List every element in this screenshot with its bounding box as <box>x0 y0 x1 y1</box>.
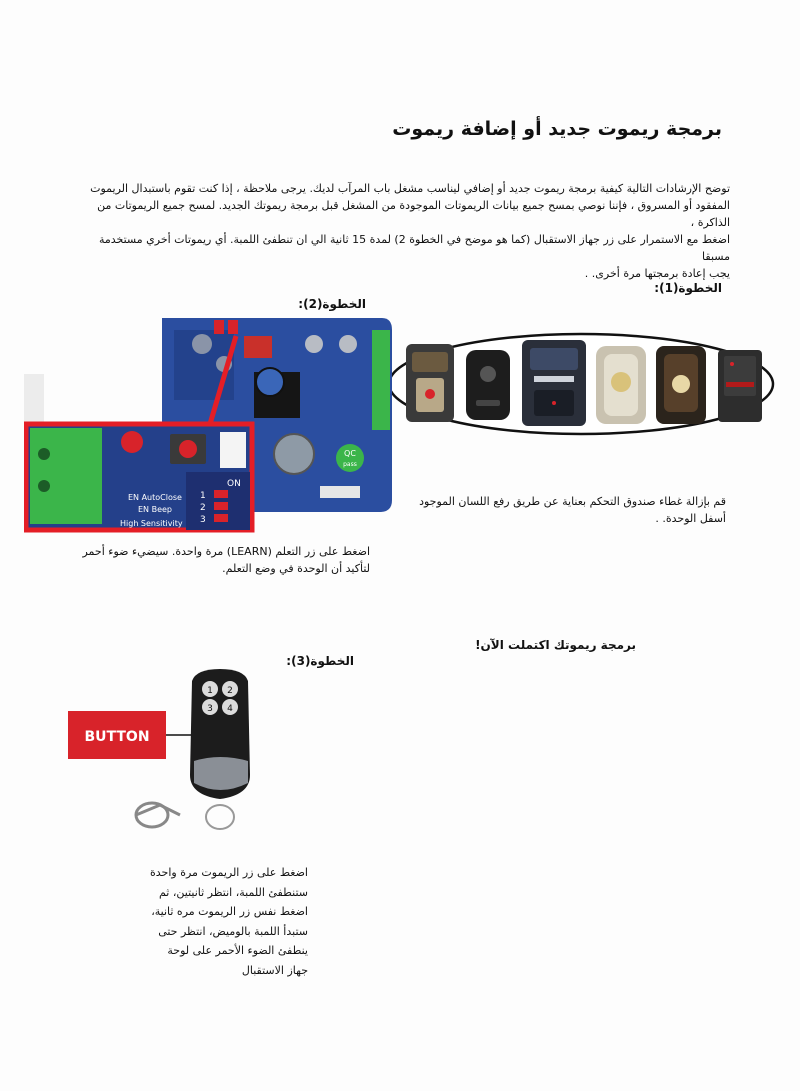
remote-4-icon <box>596 346 646 424</box>
step3-text <box>60 863 308 980</box>
pcb-connector <box>320 486 360 498</box>
remote-key-1-label: 1 <box>207 686 213 696</box>
step2-heading: الخطوة(2): <box>298 297 366 311</box>
dip-switch-2 <box>214 502 228 510</box>
button-callout-label: BUTTON <box>84 729 150 745</box>
pcb-capacitor <box>274 434 314 474</box>
inset-led <box>121 431 143 453</box>
pcb-knob <box>339 335 357 353</box>
qc-label: QC <box>344 449 356 458</box>
step3-text-line: اضغط على زر الريموت مرة واحدة <box>150 866 308 879</box>
pcb-terminal <box>372 330 390 430</box>
pcb-buzzer <box>256 368 284 396</box>
dip3-label: High Sensitivity <box>120 519 183 528</box>
step3-text-line: اضغط نفس زر الريموت مره ثانية، <box>151 905 308 918</box>
completion-note: برمجة ريموتك اكتملت الآن! <box>475 638 636 652</box>
remote-3-icon <box>522 340 586 426</box>
dip-number-3: 3 <box>200 515 206 525</box>
step2-text-line: اضغط على زر التعلم (LEARN) مرة واحدة. سيضيء ضوء أحمر <box>82 545 370 558</box>
step2-text <box>40 543 370 577</box>
step3-text-line: جهاز الاستقبال <box>241 963 308 977</box>
remote-chrome <box>194 757 248 790</box>
pcb-led <box>228 320 238 334</box>
remote-keyfob-image <box>60 665 260 845</box>
step2-text-line: لتأكيد أن الوحدة في وضع التعلم. <box>222 562 370 575</box>
page-title: برمجة ريموت جديد أو إضافة ريموت <box>392 118 722 140</box>
step1-text <box>408 493 726 527</box>
dip-on-label: ON <box>227 479 241 489</box>
dip-number-2: 2 <box>200 503 206 513</box>
dip1-label: EN AutoClose <box>128 493 182 502</box>
inset-screw <box>38 448 50 460</box>
dip2-label: EN Beep <box>138 505 172 514</box>
inset-white-block <box>220 432 246 468</box>
dip-switch-3 <box>214 514 228 522</box>
remote-5-icon <box>656 346 706 424</box>
step3-text-line: ستبدأ اللمبة بالوميض، انتظر حتى <box>158 924 308 938</box>
inset-terminal <box>30 428 102 524</box>
intro-line: اضغط مع الاستمرار على زر جهاز الاستقبال (كما هو موضح في الخطوة 2) لمدة 15 ثانية الي ان تنطفئ اللمبة. أي ريموتات أخري مستخدمة مسبقا <box>98 233 730 263</box>
remote-key-3-label: 3 <box>207 704 213 714</box>
dip-switch-1 <box>214 490 228 498</box>
remote-2-icon <box>466 350 510 420</box>
pcb-knob <box>305 335 323 353</box>
step1-text-line: قم بإزالة غطاء صندوق التحكم بعناية عن طريق رفع اللسان الموجود <box>419 495 726 508</box>
step1-heading: الخطوة(1): <box>654 281 722 295</box>
pcb-component <box>192 334 212 354</box>
remotes-image <box>384 330 779 440</box>
remote-6-icon <box>718 350 762 422</box>
dip-number-1: 1 <box>200 491 206 501</box>
qc-pass-label: pass <box>343 461 357 468</box>
intro-line: المفقود أو المسروق ، فإننا نوصي بمسح جميع بيانات الريموتات الموجودة من المشغل قبل برمجة ريموتك الجديد. لمسح جميع الريموتات من الذاكرة ، <box>97 199 730 229</box>
remote-key-2-label: 2 <box>227 686 233 696</box>
pcb-led <box>214 320 224 334</box>
pcb-dip-switch <box>244 336 272 358</box>
step3-heading: الخطوة(3): <box>286 654 354 668</box>
step1-text-line: أسفل الوحدة. . <box>655 512 726 525</box>
intro-line: توضح الإرشادات التالية كيفية برمجة ريموت جديد أو إضافي ليناسب مشغل باب المرآب لديك. يرجى ملاحظة ، إذا كنت تقوم باستبدال الريموت <box>90 182 730 195</box>
inset-screw <box>38 480 50 492</box>
remote-key-4-label: 4 <box>227 704 233 714</box>
intro-paragraph <box>70 180 730 282</box>
intro-line: يجب إعادة برمجتها مرة أخرى. . <box>584 267 730 280</box>
step3-text-line: ينطفئ الضوء الأحمر على لوحة <box>167 944 308 957</box>
learn-button-cap <box>179 440 197 458</box>
step3-text-line: ستنطفئ اللمبة، انتظر ثانيتين، ثم <box>158 885 308 899</box>
key-ring-2 <box>206 805 234 829</box>
receiver-board-image <box>24 314 396 536</box>
remote-1-icon <box>406 344 454 422</box>
